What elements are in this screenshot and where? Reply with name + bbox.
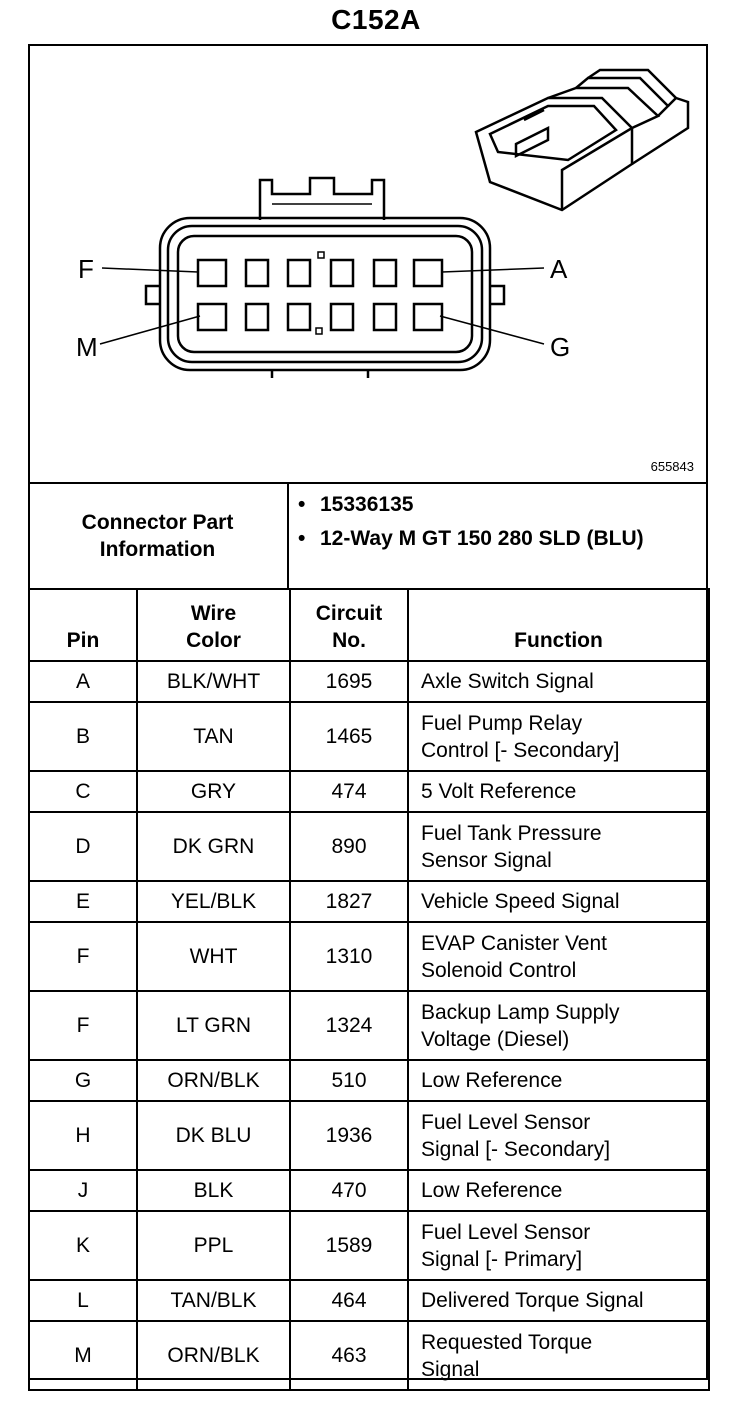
table-row bbox=[29, 771, 709, 812]
function-line: Delivered Torque Signal bbox=[421, 1289, 644, 1312]
table-row bbox=[29, 1101, 709, 1170]
circuit-cell: 1936 bbox=[290, 1101, 408, 1170]
pin-label-m: M bbox=[76, 332, 98, 362]
function-line: Sensor Signal bbox=[421, 848, 552, 872]
function-line: Signal [- Secondary] bbox=[421, 1137, 611, 1161]
function-line: EVAP Canister Vent bbox=[421, 931, 607, 955]
header-wire-color: Wire Color bbox=[137, 589, 290, 661]
part-number: 15336135 bbox=[320, 493, 414, 516]
pin-cell: G bbox=[29, 1060, 137, 1101]
function-cell bbox=[408, 1101, 709, 1170]
function-line: Solenoid Control bbox=[421, 958, 577, 982]
pin-cell: D bbox=[29, 812, 137, 881]
circuit-cell: 1324 bbox=[290, 991, 408, 1060]
wire-color-cell: BLK bbox=[137, 1170, 290, 1211]
circuit-cell: 1589 bbox=[290, 1211, 408, 1280]
circuit-cell: 474 bbox=[290, 771, 408, 812]
connector-info-list bbox=[298, 492, 698, 560]
wire-color-cell: GRY bbox=[137, 771, 290, 812]
function-cell bbox=[408, 771, 709, 812]
wire-color-cell: DK GRN bbox=[137, 812, 290, 881]
pin-cell: J bbox=[29, 1170, 137, 1211]
circuit-cell: 1695 bbox=[290, 661, 408, 702]
table-row bbox=[29, 1280, 709, 1321]
function-cell bbox=[408, 661, 709, 702]
function-line: Low Reference bbox=[421, 1069, 563, 1092]
connector-info-label bbox=[28, 484, 289, 588]
figure-id: 655843 bbox=[650, 459, 694, 474]
pin-cell: F bbox=[29, 922, 137, 991]
function-line: Signal [- Primary] bbox=[421, 1247, 583, 1271]
wire-color-cell: WHT bbox=[137, 922, 290, 991]
function-line: Requested Torque bbox=[421, 1330, 593, 1354]
function-cell bbox=[408, 1211, 709, 1280]
function-cell bbox=[408, 1060, 709, 1101]
table-row bbox=[29, 922, 709, 991]
function-cell bbox=[408, 922, 709, 991]
pin-cell: H bbox=[29, 1101, 137, 1170]
pin-cell: E bbox=[29, 881, 137, 922]
function-line: Signal bbox=[421, 1357, 480, 1381]
circuit-cell: 890 bbox=[290, 812, 408, 881]
table-row bbox=[29, 1321, 709, 1390]
function-cell bbox=[408, 702, 709, 771]
pin-cell: F bbox=[29, 991, 137, 1060]
wire-color-cell: LT GRN bbox=[137, 991, 290, 1060]
header-function: Function bbox=[408, 589, 709, 661]
wire-color-cell: PPL bbox=[137, 1211, 290, 1280]
connector-info-label-line1: Connector Part bbox=[81, 511, 234, 534]
connector-info-item bbox=[298, 492, 698, 518]
pin-cell: L bbox=[29, 1280, 137, 1321]
function-line: Low Reference bbox=[421, 1179, 563, 1202]
function-cell bbox=[408, 881, 709, 922]
pin-cell: B bbox=[29, 702, 137, 771]
connector-info-item bbox=[298, 526, 698, 552]
function-cell bbox=[408, 1321, 709, 1390]
pin-table-header bbox=[29, 589, 709, 661]
connector-face-drawing bbox=[28, 44, 708, 482]
function-line: Axle Switch Signal bbox=[421, 670, 594, 693]
page-title: C152A bbox=[331, 4, 421, 35]
circuit-cell: 464 bbox=[290, 1280, 408, 1321]
function-line: Fuel Level Sensor bbox=[421, 1110, 591, 1134]
circuit-cell: 510 bbox=[290, 1060, 408, 1101]
header-pin: Pin bbox=[29, 589, 137, 661]
pin-label-f: F bbox=[78, 254, 94, 284]
wire-color-cell: DK BLU bbox=[137, 1101, 290, 1170]
wire-color-cell: YEL/BLK bbox=[137, 881, 290, 922]
circuit-cell: 1827 bbox=[290, 881, 408, 922]
pin-cell: M bbox=[29, 1321, 137, 1390]
wire-color-cell: BLK/WHT bbox=[137, 661, 290, 702]
pin-table bbox=[28, 588, 710, 1391]
circuit-cell: 1465 bbox=[290, 702, 408, 771]
connector-description: 12-Way M GT 150 280 SLD (BLU) bbox=[320, 527, 644, 550]
function-line: Voltage (Diesel) bbox=[421, 1027, 570, 1051]
connector-diagram bbox=[28, 44, 708, 482]
header-circuit-no: Circuit No. bbox=[290, 589, 408, 661]
table-row bbox=[29, 881, 709, 922]
function-line: Fuel Pump Relay bbox=[421, 711, 583, 735]
pin-label-g: G bbox=[550, 332, 571, 362]
wire-color-cell: ORN/BLK bbox=[137, 1060, 290, 1101]
function-cell bbox=[408, 1280, 709, 1321]
function-cell bbox=[408, 812, 709, 881]
table-row bbox=[29, 1211, 709, 1280]
circuit-cell: 1310 bbox=[290, 922, 408, 991]
function-line: Fuel Level Sensor bbox=[421, 1220, 591, 1244]
wire-color-cell: TAN/BLK bbox=[137, 1280, 290, 1321]
pin-cell: K bbox=[29, 1211, 137, 1280]
connector-info-label-line2: Information bbox=[99, 538, 216, 561]
table-row bbox=[29, 1170, 709, 1211]
function-line: Vehicle Speed Signal bbox=[421, 890, 620, 913]
function-line: Backup Lamp Supply bbox=[421, 1000, 620, 1024]
connector-3d-icon bbox=[476, 70, 688, 210]
bullet-icon: • bbox=[298, 493, 306, 516]
function-cell bbox=[408, 1170, 709, 1211]
table-row bbox=[29, 1060, 709, 1101]
circuit-cell: 470 bbox=[290, 1170, 408, 1211]
connector-part-info bbox=[28, 482, 708, 588]
bullet-icon: • bbox=[298, 527, 306, 550]
wire-color-cell: TAN bbox=[137, 702, 290, 771]
table-row bbox=[29, 812, 709, 881]
wire-color-cell: ORN/BLK bbox=[137, 1321, 290, 1390]
table-row bbox=[29, 661, 709, 702]
function-line: 5 Volt Reference bbox=[421, 780, 577, 803]
table-row bbox=[29, 991, 709, 1060]
pin-cell: A bbox=[29, 661, 137, 702]
function-line: Fuel Tank Pressure bbox=[421, 821, 602, 845]
function-cell bbox=[408, 991, 709, 1060]
circuit-cell: 463 bbox=[290, 1321, 408, 1390]
function-line: Control [- Secondary] bbox=[421, 738, 620, 762]
pin-label-a: A bbox=[550, 254, 568, 284]
table-row bbox=[29, 702, 709, 771]
pin-cell: C bbox=[29, 771, 137, 812]
